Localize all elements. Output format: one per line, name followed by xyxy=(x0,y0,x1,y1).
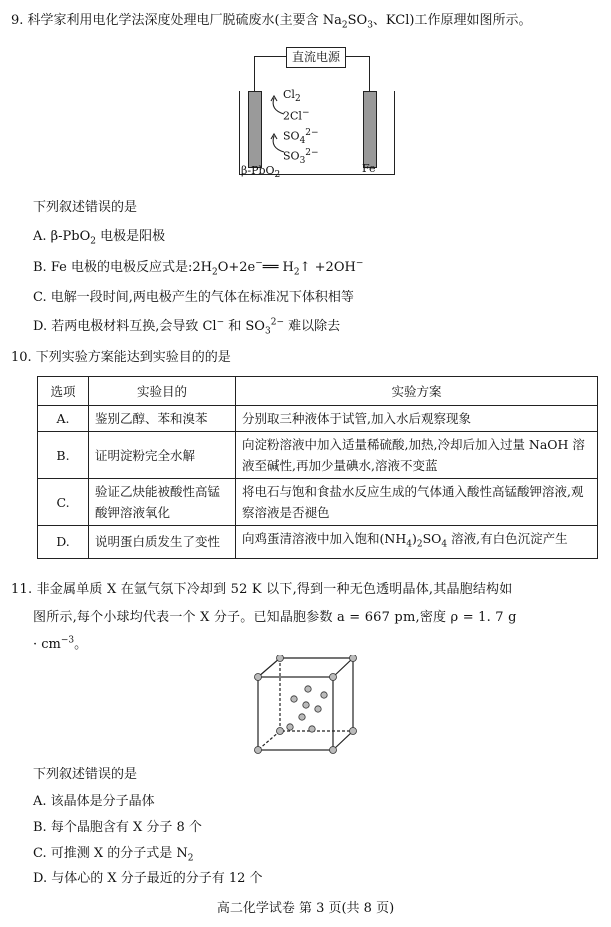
q10-table xyxy=(37,376,598,559)
label-cl2: $Cl_2$ xyxy=(283,88,301,105)
q11-stem-line1: 11. 非金属单质 X 在氩气氛下冷却到 52 K 以下,得到一种无色透明晶体,其晶胞结构如 xyxy=(11,582,513,597)
page-footer: 高二化学试卷 第 3 页(共 8 页) xyxy=(216,901,395,916)
header-option: 选项 xyxy=(38,377,89,406)
row-option: D. xyxy=(38,526,89,559)
q9-stem: 9. 科学家利用电化学法深度处理电厂脱硫废水(主要含 $Na_2SO_3$、KCl)工作原理如图所示。 xyxy=(11,13,532,31)
row-goal: 证明淀粉完全水解 xyxy=(89,432,236,479)
row-option: B. xyxy=(38,432,89,479)
q11-stem-line3: · $cm^{-3}$。 xyxy=(33,635,88,652)
row-option: A. xyxy=(38,406,89,432)
table-row xyxy=(38,479,598,526)
q11-option-c: C. 可推测 X 的分子式是 $N_2$ xyxy=(33,846,194,864)
row-plan: 向淀粉溶液中加入适量稀硫酸,加热,冷却后加入过量 NaOH 溶液至碱性,再加少量碘水,溶液不变蓝 xyxy=(236,432,598,479)
q11-option-b: B. 每个晶胞含有 X 分子 8 个 xyxy=(33,820,202,835)
header-plan: 实验方案 xyxy=(236,377,598,406)
q9-option-d: D. 若两电极材料互换,会导致 Cl− 和 $SO_3^{2-}$ 难以除去 xyxy=(33,317,341,337)
row-plan: 向鸡蛋清溶液中加入饱和$(NH_4)_2SO_4$ 溶液,有白色沉淀产生 xyxy=(236,526,598,559)
label-so3: $SO_3^{2-}$ xyxy=(283,148,319,166)
q11-prompt: 下列叙述错误的是 xyxy=(33,767,138,782)
q9-option-b: B. Fe 电极的电极反应式是$:2H_2O+2e^-══$ $H_2↑ +2OH^-$ xyxy=(33,258,364,278)
label-so4: $SO_4^{2-}$ xyxy=(283,128,319,146)
q9-prompt: 下列叙述错误的是 xyxy=(33,200,138,215)
row-goal: 验证乙炔能被酸性高锰酸钾溶液氧化 xyxy=(89,479,236,526)
label-cathode: Fe xyxy=(362,162,376,175)
row-plan: 分别取三种液体于试管,加入水后观察现象 xyxy=(236,406,598,432)
q11-option-a: A. 该晶体是分子晶体 xyxy=(33,794,155,809)
q9-option-c: C. 电解一段时间,两电极产生的气体在标准况下体积相等 xyxy=(33,290,354,305)
row-option: C. xyxy=(38,479,89,526)
header-goal: 实验目的 xyxy=(89,377,236,406)
q11-stem-line2: 图所示,每个小球均代表一个 X 分子。已知晶胞参数 a = 667 pm,密度 ρ = 1. 7 g xyxy=(33,610,517,625)
label-anode: β-PbO$_2$ xyxy=(241,164,281,181)
label-cl-ion: 2Cl− xyxy=(283,108,310,123)
table-row xyxy=(38,526,598,559)
unit-cell-diagram xyxy=(250,655,360,755)
table-row xyxy=(38,432,598,479)
row-goal: 说明蛋白质发生了变性 xyxy=(89,526,236,559)
cathode-electrode xyxy=(363,91,377,168)
anode-electrode xyxy=(248,91,262,168)
row-goal: 鉴别乙醇、苯和溴苯 xyxy=(89,406,236,432)
q11-option-d: D. 与体心的 X 分子最近的分子有 12 个 xyxy=(33,871,263,886)
table-row xyxy=(38,406,598,432)
q10-stem: 10. 下列实验方案能达到实验目的的是 xyxy=(11,350,231,365)
row-plan: 将电石与饱和食盐水反应生成的气体通入酸性高锰酸钾溶液,观察溶液是否褪色 xyxy=(236,479,598,526)
table-header-row xyxy=(38,377,598,406)
q9-option-a: A. β-PbO$_2$ 电极是阳极 xyxy=(33,229,166,247)
power-supply: 直流电源 xyxy=(286,47,346,68)
